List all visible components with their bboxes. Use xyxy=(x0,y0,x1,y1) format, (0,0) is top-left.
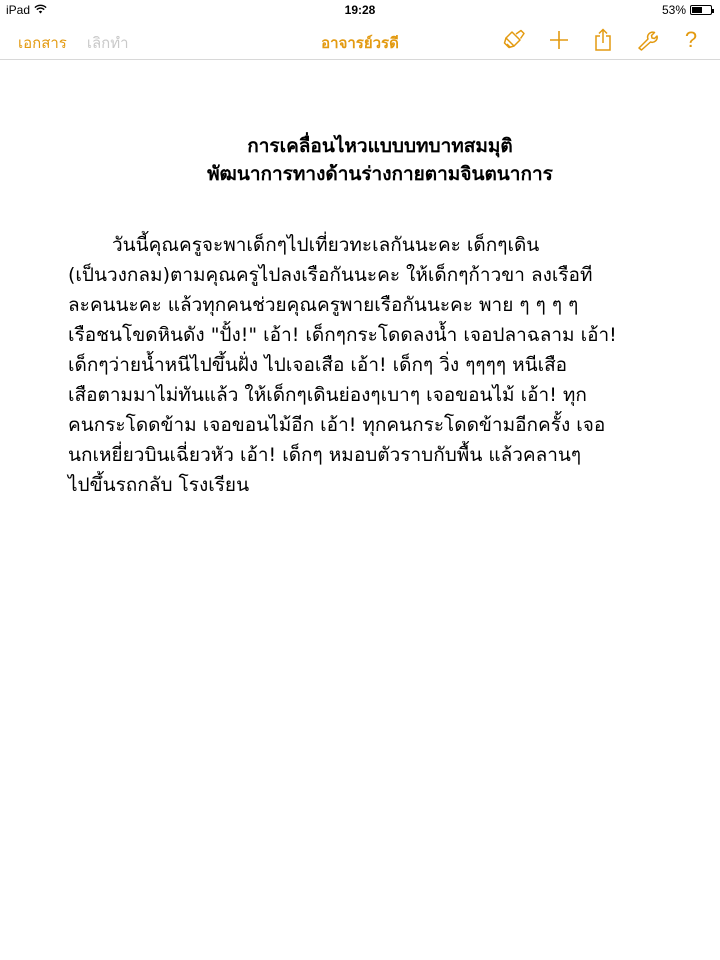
status-right xyxy=(662,3,712,17)
documents-button[interactable]: เอกสาร xyxy=(18,34,67,52)
document-body[interactable] xyxy=(68,230,658,500)
device-label: iPad xyxy=(6,3,31,17)
document-heading xyxy=(0,132,720,188)
undo-button[interactable]: เลิกทำ xyxy=(86,34,129,52)
document-name[interactable]: อาจารย์วรดี xyxy=(321,34,399,52)
wrench-icon[interactable] xyxy=(632,27,662,53)
heading-line-1: การเคลื่อนไหวแบบบทบาทสมมุติ xyxy=(247,135,513,157)
body-line: นกเหยี่ยวบินเฉี่ยวหัว เอ้า! เด็กๆ หมอบตัวราบกับพื้น แล้วคลานๆ xyxy=(68,444,582,466)
toolbar-left xyxy=(18,31,129,55)
share-icon[interactable] xyxy=(588,27,618,53)
battery-fill xyxy=(692,7,702,13)
body-line: คนกระโดดข้าม เจอขอนไม้อีก เอ้า! ทุกคนกระโดดข้ามอีกครั้ง เจอ xyxy=(68,414,606,436)
body-line: ละคนนะคะ แล้วทุกคนช่วยคุณครูพายเรือกันนะคะ พาย ๆ ๆ ๆ ๆ xyxy=(68,294,579,316)
battery-percent: 53% xyxy=(661,3,686,17)
status-bar xyxy=(0,0,720,20)
body-line: เสือตามมาไม่ทันแล้ว ให้เด็กๆเดินย่องๆเบาๆ เจอขอนไม้ เอ้า! ทุก xyxy=(68,384,587,406)
status-time: 19:28 xyxy=(344,3,376,17)
body-line: วันนี้คุณครูจะพาเด็กๆไปเที่ยวทะเลกันนะคะ เด็กๆเดิน xyxy=(112,234,540,256)
help-icon[interactable] xyxy=(676,27,706,53)
body-line: (เป็นวงกลม)ตามคุณครูไปลงเรือกันนะคะ ให้เด็กๆก้าวขา ลงเรือที xyxy=(68,264,593,286)
help-glyph: ? xyxy=(684,27,698,52)
toolbar xyxy=(0,20,720,60)
toolbar-right xyxy=(500,27,706,53)
body-line: ไปขึ้นรถกลับ โรงเรียน xyxy=(68,474,250,496)
plus-icon[interactable] xyxy=(544,27,574,53)
body-line: เด็กๆว่ายน้ำหนีไปขึ้นฝั่ง ไปเจอเสือ เอ้า! เด็กๆ วิ่ง ๆๆๆๆ หนีเสือ xyxy=(68,354,568,376)
body-line: เรือชนโขดหินดัง "ปั้ง!" เอ้า! เด็กๆกระโดดลงน้ำ เจอปลาฉลาม เอ้า! xyxy=(68,324,617,346)
heading-line-2: พัฒนาการทางด้านร่างกายตามจินตนาการ xyxy=(207,163,553,185)
battery-icon xyxy=(690,5,712,15)
paintbrush-icon[interactable] xyxy=(500,27,530,53)
